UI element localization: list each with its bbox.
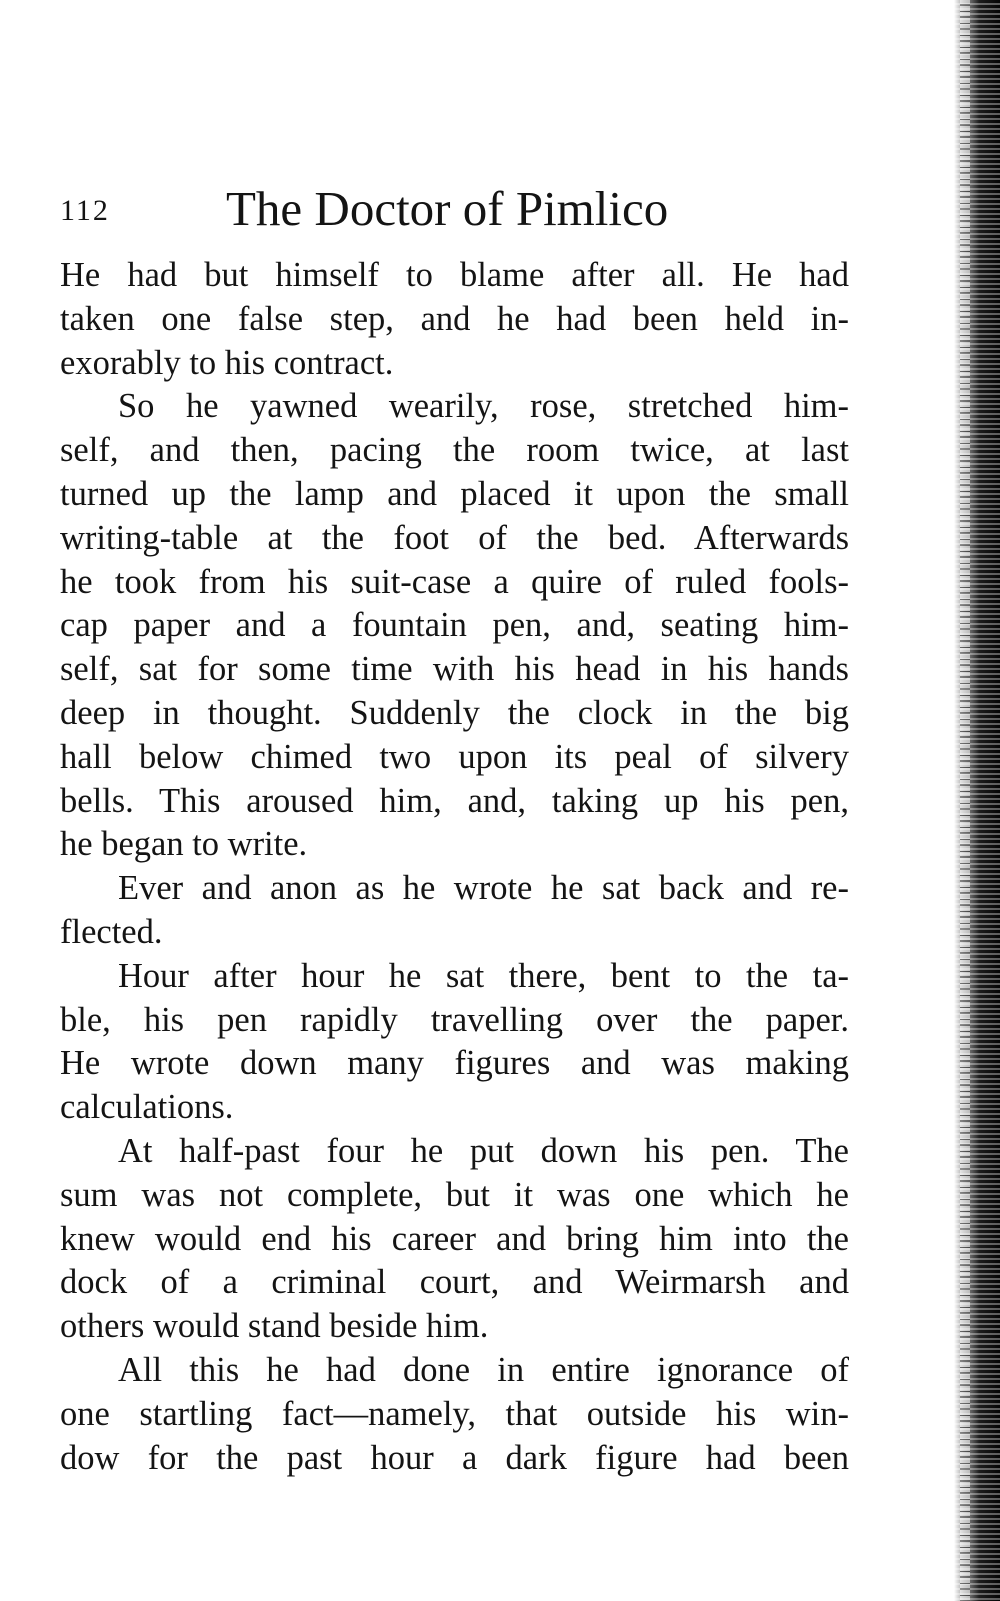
page-binding-texture [960, 0, 970, 1601]
text-line: sum was not complete, but it was one which he [60, 1175, 849, 1214]
running-title: The Doctor of Pimlico [226, 181, 669, 236]
text-line: He had but himself to blame after all. He had [60, 256, 849, 294]
text-line: cap paper and a fountain pen, and, seating him- [60, 606, 849, 645]
page-number: 112 [60, 194, 110, 227]
text-line: deep in thought. Suddenly the clock in the big [60, 693, 849, 732]
text-line: Ever and anon as he wrote he sat back and re- [118, 869, 849, 908]
text-line: calculations. [60, 1088, 234, 1127]
text-line: ble, his pen rapidly travelling over the paper. [60, 1000, 849, 1039]
text-line: writing-table at the foot of the bed. Afterwards [60, 518, 849, 557]
text-line: At half-past four he put down his pen. The [118, 1131, 849, 1170]
text-line: So he yawned wearily, rose, stretched him- [118, 387, 849, 426]
text-line: exorably to his contract. [60, 343, 394, 382]
text-line: dock of a criminal court, and Weirmarsh and [60, 1263, 849, 1302]
text-line: hall below chimed two upon its peal of silvery [60, 737, 849, 776]
text-line: he took from his suit-case a quire of ruled fools- [60, 562, 849, 601]
body-text [60, 254, 849, 1480]
text-line: flected. [60, 912, 163, 951]
text-line: bells. This aroused him, and, taking up his pen, [60, 781, 849, 820]
text-line: he began to write. [60, 825, 308, 864]
running-head [60, 180, 860, 240]
text-line: turned up the lamp and placed it upon the small [60, 474, 849, 513]
text-line: others would stand beside him. [60, 1307, 489, 1346]
text-line: dow for the past hour a dark figure had been [60, 1438, 849, 1477]
text-line: He wrote down many figures and was making [60, 1044, 849, 1083]
text-line: Hour after hour he sat there, bent to the ta- [118, 956, 849, 995]
text-line: All this he had done in entire ignorance of [118, 1350, 849, 1389]
text-line: one startling fact—namely, that outside his win- [60, 1394, 849, 1433]
text-line: knew would end his career and bring him into the [60, 1219, 849, 1258]
text-line: taken one false step, and he had been held in- [60, 299, 849, 338]
text-line: self, and then, pacing the room twice, at last [60, 431, 849, 470]
text-line: self, sat for some time with his head in his hands [60, 650, 849, 689]
